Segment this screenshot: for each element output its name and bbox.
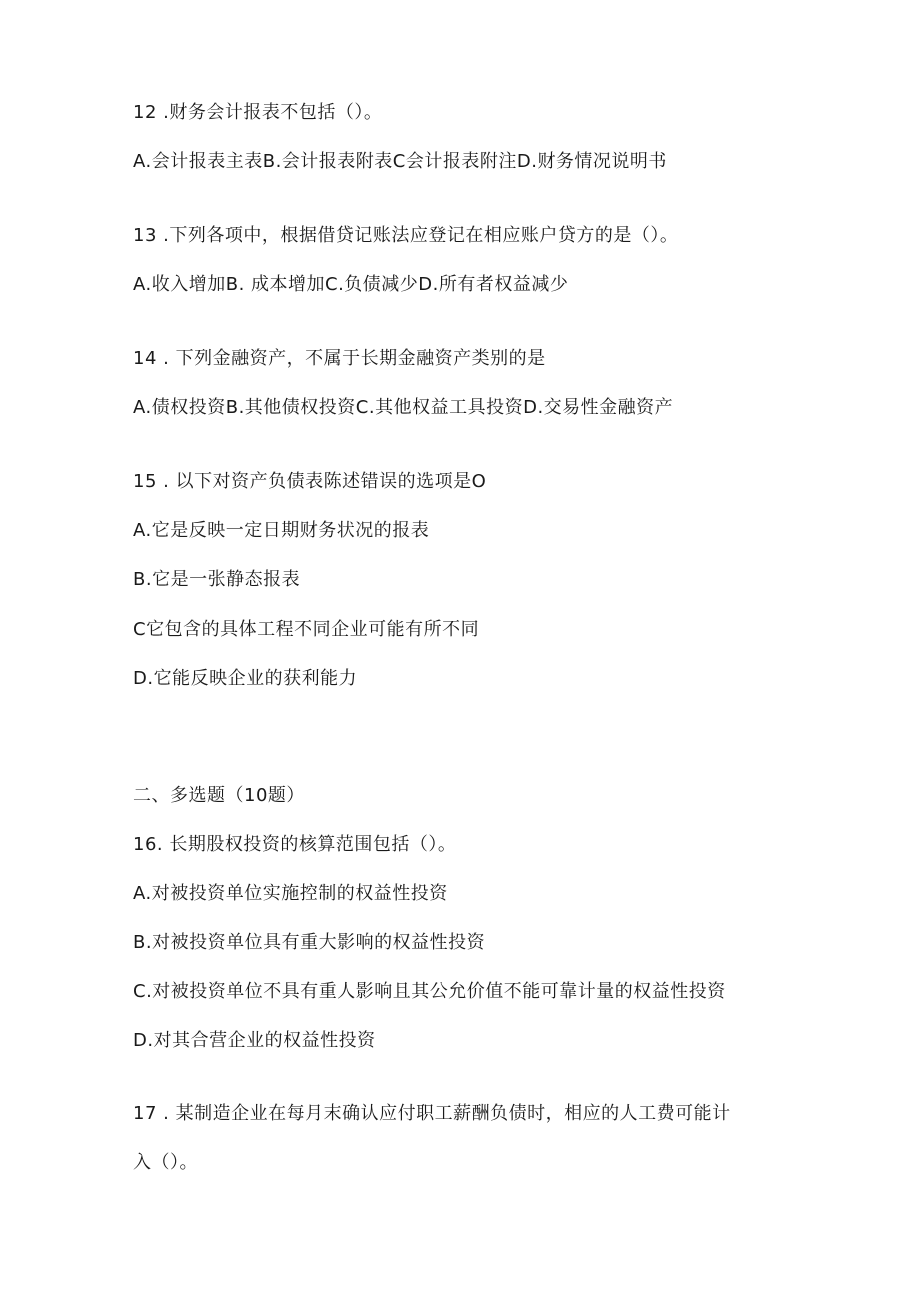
question-15-stem: 15 . 以下对资产负债表陈述错误的选项是O <box>133 471 487 492</box>
question-15-option-b: B.它是一张静态报表 <box>133 569 301 590</box>
question-14-options: A.债权投资B.其他债权投资C.其他权益工具投资D.交易性金融资产 <box>133 397 674 418</box>
question-16-option-b: B.对被投资单位具有重大影响的权益性投资 <box>133 932 486 953</box>
question-12-options: A.会计报表主表B.会计报表附表C会计报表附注D.财务情况说明书 <box>133 151 667 172</box>
question-14-stem: 14 . 下列金融资产，不属于长期金融资产类别的是 <box>133 348 546 369</box>
question-13-options: A.收入增加B. 成本增加C.负债减少D.所有者权益减少 <box>133 274 569 295</box>
question-16-option-c: C.对被投资单位不具有重人影响且其公允价值不能可靠计量的权益性投资 <box>133 981 726 1002</box>
section-title-multiple-choice: 二、多选题（10题） <box>133 785 305 806</box>
question-17-stem-line-2: 入（）。 <box>133 1152 198 1173</box>
question-15-option-d: D.它能反映企业的获利能力 <box>133 668 358 689</box>
question-16-option-d: D.对其合营企业的权益性投资 <box>133 1030 376 1051</box>
question-15-option-a: A.它是反映一定日期财务状况的报表 <box>133 520 430 541</box>
question-12-stem: 12 .财务会计报表不包括（）。 <box>133 102 383 123</box>
question-15-option-c: C它包含的具体工程不同企业可能有所不同 <box>133 619 480 640</box>
question-16-stem: 16. 长期股权投资的核算范围包括（）。 <box>133 834 457 855</box>
question-13-stem: 13 .下列各项中，根据借贷记账法应登记在相应账户贷方的是（）。 <box>133 225 679 246</box>
question-17-stem-line-1: 17 . 某制造企业在每月末确认应付职工薪酬负债时，相应的人工费可能计 <box>133 1103 731 1124</box>
question-16-option-a: A.对被投资单位实施控制的权益性投资 <box>133 883 448 904</box>
